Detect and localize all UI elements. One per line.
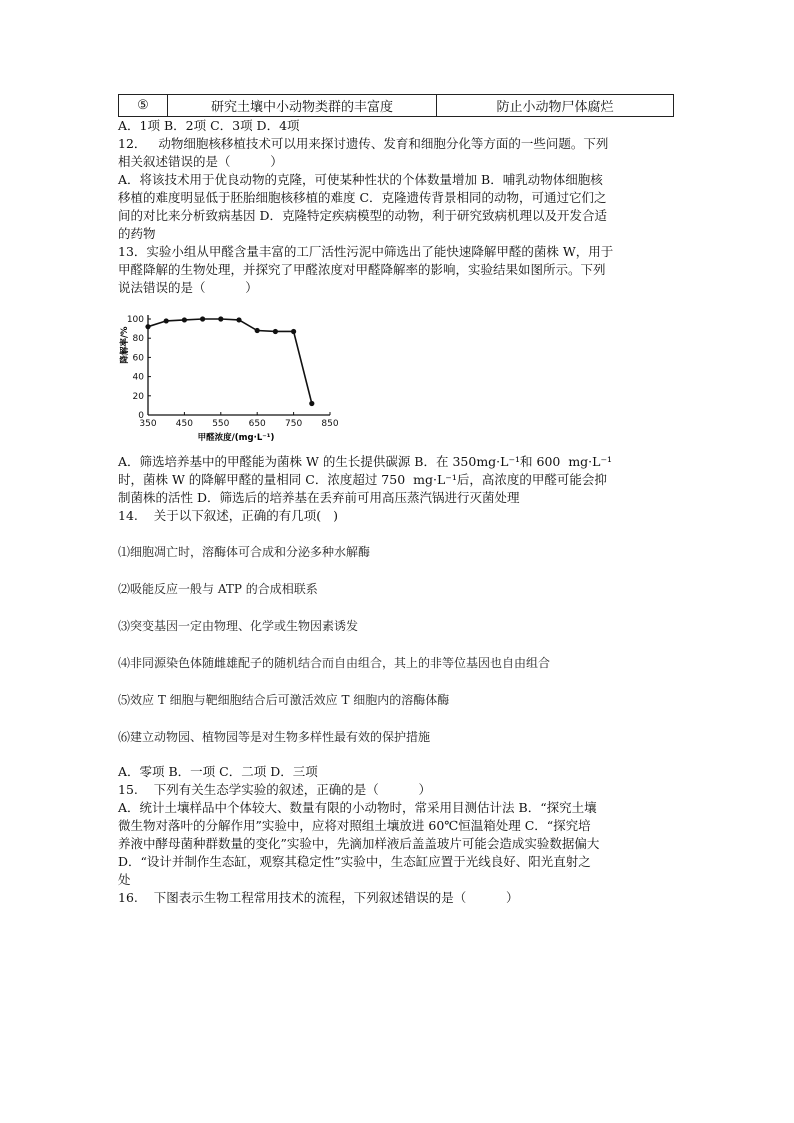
q12-line: 12． 动物细胞核移植技术可以用来探讨遗传、发育和细胞分化等方面的一些问题。下列 [118, 136, 609, 151]
x-tick-label: 550 [212, 419, 230, 429]
data-point [164, 318, 169, 323]
y-tick-label: 20 [132, 391, 144, 402]
x-tick-label: 650 [248, 419, 266, 429]
q15-line: 养液中酵母菌种群数量的变化”实验中，先滴加样液后盖盖玻片可能会造成实验数据偏大 [118, 836, 600, 851]
q13-option-line: 时，菌株 W 的降解甲醛的量相同 C．浓度超过 750 mg·L⁻¹后，高浓度的甲醛可能会抑 [118, 472, 607, 487]
y-tick-label: 80 [132, 334, 144, 345]
q12-line: 移植的难度明显低于胚胎细胞核移植的难度 C．克隆遗传背景相同的动物，可通过它们之 [118, 190, 607, 205]
data-point [145, 324, 150, 329]
chart-series [145, 316, 314, 406]
q15-line: 处 [118, 872, 131, 887]
q12-line: 相关叙述错误的是（ ） [118, 154, 283, 169]
y-tick-label: 40 [132, 372, 144, 383]
x-tick-label: 350 [139, 419, 157, 429]
question-12 [118, 135, 678, 243]
q13-line: 说法错误的是（ ） [118, 280, 258, 295]
q14-stem: 14. 关于以下叙述，正确的有几项( ) [118, 508, 338, 523]
q15-line: 15. 下列有关生态学实验的叙述，正确的是（ ） [118, 782, 432, 797]
q12-line: 间的对比来分析致病基因 D．克隆特定疾病模型的动物，利于研究致病机理以及开发合适 [118, 208, 607, 223]
q15-line: 微生物对落叶的分解作用”实验中，应将对照组土壤放进 60℃恒温箱处理 C．“探究培 [118, 818, 591, 833]
chart-y-axis-label: 降解率/% [120, 326, 130, 364]
q12-line: A．将该技术用于优良动物的克隆，可使某种性状的个体数量增加 B．哺乳动物体细胞核 [118, 172, 603, 187]
q13-line: 甲醛降解的生物处理，并探究了甲醛浓度对甲醛降解率的影响，实验结果如图所示。下列 [118, 262, 606, 277]
q13-option-line: A．筛选培养基中的甲醛能为菌株 W 的生长提供碳源 B．在 350mg·L⁻¹和 600 mg·L⁻¹ [118, 454, 613, 469]
data-point [200, 316, 205, 321]
x-tick-label: 450 [175, 419, 193, 429]
q11-options: A．1项 B．2项 C．3项 D．4项 [118, 118, 300, 133]
question-13-options [118, 453, 678, 507]
table-cell-experiment: 研究土壤中小动物类群的丰富度 [168, 95, 437, 117]
q14-statement: ⑵吸能反应一般与 ATP 的合成相联系 [118, 582, 318, 596]
data-point [291, 329, 296, 334]
q14-statement: ⑴细胞凋亡时，溶酶体可合成和分泌多种水解酶 [118, 545, 371, 559]
q14-statement: ⑶突变基因一定由物理、化学或生物因素诱发 [118, 619, 359, 633]
y-tick-label: 100 [126, 315, 144, 325]
q16-stem: 16. 下图表示生物工程常用技术的流程，下列叙述错误的是（ ） [118, 890, 519, 905]
q15-line: D．“设计并制作生态缸，观察其稳定性”实验中，生态缸应置于光线良好、阳光直射之 [118, 854, 591, 869]
x-tick-label: 850 [321, 419, 339, 429]
q13-line: 13．实验小组从甲醛含量丰富的工厂活性污泥中筛选出了能快速降解甲醛的菌株 W，用于 [118, 244, 614, 259]
document-page [118, 94, 678, 907]
data-point [255, 328, 260, 333]
data-point [182, 317, 187, 322]
q13-option-line: 制菌株的活性 D．筛选后的培养基在丢弃前可用高压蒸汽锅进行灭菌处理 [118, 490, 520, 505]
q14-statements [118, 543, 678, 746]
table-cell-purpose: 防止小动物尸体腐烂 [437, 95, 674, 117]
data-point [218, 316, 223, 321]
question-15 [118, 781, 678, 889]
q14-options: A．零项 B．一项 C．二项 D．三项 [118, 764, 318, 779]
q14-statement: ⑹建立动物园、植物园等是对生物多样性最有效的保护措施 [118, 730, 431, 744]
chart-x-axis-label: 甲醛浓度/(mg·L⁻¹) [197, 433, 275, 443]
chart-ticks [127, 315, 339, 429]
question-13 [118, 243, 678, 297]
table-row [119, 95, 674, 117]
answer-table [118, 94, 674, 117]
y-tick-label: 60 [132, 353, 144, 364]
x-tick-label: 750 [285, 419, 303, 429]
q12-line: 的药物 [118, 226, 156, 241]
degradation-rate-chart [118, 309, 348, 443]
q14-statement: ⑸效应 T 细胞与靶细胞结合后可激活效应 T 细胞内的溶酶体酶 [118, 693, 450, 707]
data-point [236, 317, 241, 322]
series-line [148, 319, 312, 403]
table-cell-num: ⑤ [119, 95, 168, 117]
q15-line: A．统计土壤样品中个体较大、数量有限的小动物时，常采用目测估计法 B．“探究土壤 [118, 800, 597, 815]
q14-statement: ⑷非同源染色体随雌雄配子的随机结合而自由组合，其上的非等位基因也自由组合 [118, 656, 551, 670]
y-tick-label: 0 [138, 411, 144, 421]
data-point [309, 401, 314, 406]
data-point [273, 329, 278, 334]
